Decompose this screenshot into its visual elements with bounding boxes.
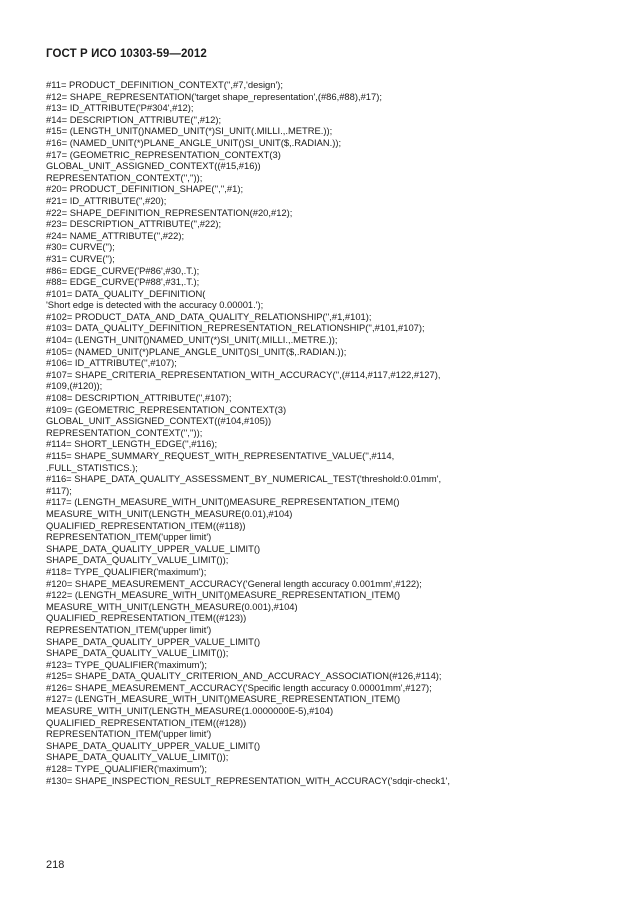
document-header: ГОСТ Р ИСО 10303-59—2012 <box>46 48 207 60</box>
code-line: #30= CURVE(''); <box>46 241 115 253</box>
code-line: #107= SHAPE_CRITERIA_REPRESENTATION_WITH_ACCURACY('',(#114,#117,#122,#127), <box>46 368 441 380</box>
code-line: SHAPE_DATA_QUALITY_UPPER_VALUE_LIMIT() <box>46 739 261 751</box>
code-line: REPRESENTATION_ITEM('upper limit') <box>46 531 212 543</box>
code-line: #105= (NAMED_UNIT(*)PLANE_ANGLE_UNIT()SI_UNIT($,.RADIAN.)); <box>46 345 347 357</box>
code-line: #104= (LENGTH_UNIT()NAMED_UNIT(*)SI_UNIT(.MILLI.,.METRE.)); <box>46 334 338 346</box>
code-line: #116= SHAPE_DATA_QUALITY_ASSESSMENT_BY_NUMERICAL_TEST('threshold:0.01mm', <box>46 473 442 485</box>
code-line: #13= ID_ATTRIBUTE('P#304',#12); <box>46 102 194 114</box>
code-line: QUALIFIED_REPRESENTATION_ITEM((#118)) <box>46 519 246 531</box>
code-line: SHAPE_DATA_QUALITY_VALUE_LIMIT()); <box>46 554 229 566</box>
code-line: #106= ID_ATTRIBUTE('',#107); <box>46 357 177 369</box>
code-line: #14= DESCRIPTION_ATTRIBUTE('',#12); <box>46 113 222 125</box>
code-line: #102= PRODUCT_DATA_AND_DATA_QUALITY_RELATIONSHIP('',#1,#101); <box>46 310 372 322</box>
code-line: #122= (LENGTH_MEASURE_WITH_UNIT()MEASURE_REPRESENTATION_ITEM() <box>46 589 401 601</box>
code-line: SHAPE_DATA_QUALITY_UPPER_VALUE_LIMIT() <box>46 635 261 647</box>
code-line: #15= (LENGTH_UNIT()NAMED_UNIT(*)SI_UNIT(.MILLI.,.METRE.)); <box>46 125 333 137</box>
code-line: #120= SHAPE_MEASUREMENT_ACCURACY('General length accuracy 0.001mm',#122); <box>46 577 422 589</box>
code-line: #130= SHAPE_INSPECTION_RESULT_REPRESENTATION_WITH_ACCURACY('sdqir-check1', <box>46 774 450 786</box>
code-line: SHAPE_DATA_QUALITY_VALUE_LIMIT()); <box>46 647 229 659</box>
code-line: GLOBAL_UNIT_ASSIGNED_CONTEXT((#15,#16)) <box>46 160 261 172</box>
code-line: #125= SHAPE_DATA_QUALITY_CRITERION_AND_ACCURACY_ASSOCIATION(#126,#114); <box>46 670 442 682</box>
code-line: #103= DATA_QUALITY_DEFINITION_REPRESENTATION_RELATIONSHIP('',#101,#107); <box>46 322 425 334</box>
code-line: #123= TYPE_QUALIFIER('maximum'); <box>46 658 208 670</box>
code-line: #20= PRODUCT_DEFINITION_SHAPE('','',#1); <box>46 183 244 195</box>
code-line: #88= EDGE_CURVE('P#88',#31,.T.); <box>46 276 200 288</box>
code-line: #11= PRODUCT_DEFINITION_CONTEXT('',#7,'design'); <box>46 79 283 90</box>
code-line: #117); <box>46 484 72 496</box>
code-line: #117= (LENGTH_MEASURE_WITH_UNIT()MEASURE_REPRESENTATION_ITEM() <box>46 496 400 508</box>
code-line: QUALIFIED_REPRESENTATION_ITEM((#123)) <box>46 612 247 624</box>
code-listing <box>46 79 606 786</box>
code-line: QUALIFIED_REPRESENTATION_ITEM((#128)) <box>46 716 247 728</box>
code-line: #101= DATA_QUALITY_DEFINITION( <box>46 287 206 299</box>
code-line: MEASURE_WITH_UNIT(LENGTH_MEASURE(1.0000000E-5),#104) <box>46 705 334 717</box>
code-line: REPRESENTATION_CONTEXT('','')); <box>46 171 203 183</box>
code-line: #127= (LENGTH_MEASURE_WITH_UNIT()MEASURE_REPRESENTATION_ITEM() <box>46 693 401 705</box>
code-line: #24= NAME_ATTRIBUTE('',#22); <box>46 229 185 241</box>
code-line: MEASURE_WITH_UNIT(LENGTH_MEASURE(0.01),#104) <box>46 507 293 519</box>
code-line: #21= ID_ATTRIBUTE('',#20); <box>46 194 167 206</box>
code-line: #114= SHORT_LENGTH_EDGE('',#116); <box>46 438 218 450</box>
code-line: #126= SHAPE_MEASUREMENT_ACCURACY('Specific length accuracy 0.00001mm',#127); <box>46 681 432 693</box>
code-line: #16= (NAMED_UNIT(*)PLANE_ANGLE_UNIT()SI_UNIT($,.RADIAN.)); <box>46 136 342 148</box>
code-line: #23= DESCRIPTION_ATTRIBUTE('',#22); <box>46 218 222 230</box>
code-line: SHAPE_DATA_QUALITY_UPPER_VALUE_LIMIT() <box>46 542 261 554</box>
code-line: #12= SHAPE_REPRESENTATION('target shape_representation',(#86,#88),#17); <box>46 90 382 102</box>
page-number: 218 <box>46 859 65 871</box>
code-line: REPRESENTATION_CONTEXT('','')); <box>46 426 203 438</box>
code-line: #109,(#120)); <box>46 380 103 392</box>
code-line: GLOBAL_UNIT_ASSIGNED_CONTEXT((#104,#105)) <box>46 415 272 427</box>
code-line: .FULL_STATISTICS.); <box>46 461 138 473</box>
code-line: #128= TYPE_QUALIFIER('maximum'); <box>46 763 208 775</box>
code-line: REPRESENTATION_ITEM('upper limit') <box>46 623 212 635</box>
code-line: #17= (GEOMETRIC_REPRESENTATION_CONTEXT(3) <box>46 148 281 160</box>
code-line: #108= DESCRIPTION_ATTRIBUTE('',#107); <box>46 392 232 404</box>
code-line: MEASURE_WITH_UNIT(LENGTH_MEASURE(0.001),#104) <box>46 600 298 612</box>
code-line: #115= SHAPE_SUMMARY_REQUEST_WITH_REPRESENTATIVE_VALUE('',#114, <box>46 450 395 461</box>
code-line: #31= CURVE(''); <box>46 252 115 264</box>
code-line: SHAPE_DATA_QUALITY_VALUE_LIMIT()); <box>46 751 229 763</box>
code-line: #109= (GEOMETRIC_REPRESENTATION_CONTEXT(3) <box>46 403 287 415</box>
code-line: #22= SHAPE_DEFINITION_REPRESENTATION(#20,#12); <box>46 206 293 218</box>
code-line: #118= TYPE_QUALIFIER('maximum'); <box>46 565 207 577</box>
code-line: #86= EDGE_CURVE('P#86',#30,.T.); <box>46 264 200 276</box>
code-line: 'Short edge is detected with the accuracy 0.00001.'); <box>46 299 264 311</box>
code-line: REPRESENTATION_ITEM('upper limit') <box>46 728 212 740</box>
